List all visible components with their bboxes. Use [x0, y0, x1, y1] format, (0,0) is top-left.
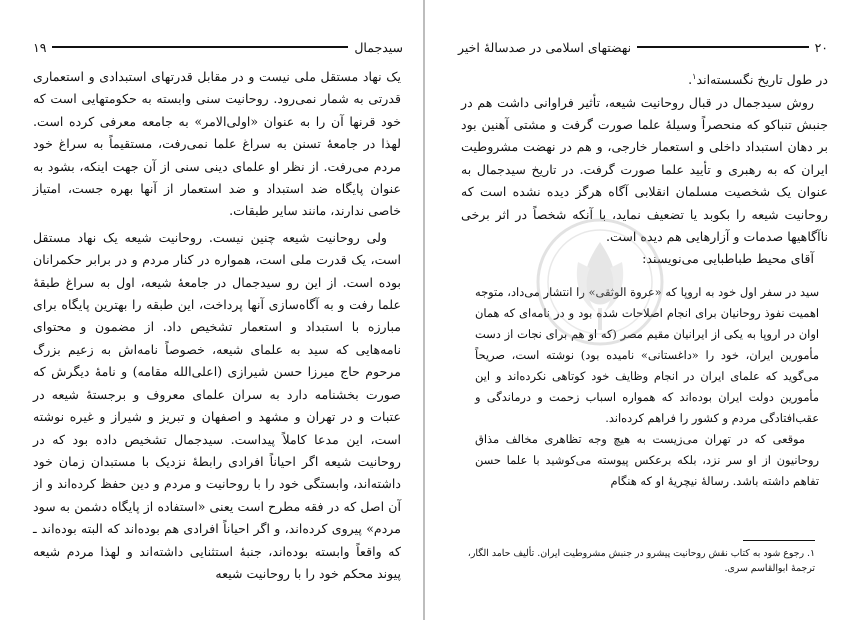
footnote-rule — [743, 540, 815, 541]
footnote: ۱. رجوع شود به کتاب نقش روحانیت پیشرو در جنبش مشروطیت ایران. تألیف حامد الگار، ترجمهٔ ابوالقاسم سری. — [467, 548, 815, 574]
right-running-title: نهضتهای اسلامی در صدسالهٔ اخیر — [458, 39, 632, 55]
quote-intro: آقای محیط طباطبایی می‌نویسند: — [642, 251, 814, 267]
right-page-header — [458, 38, 828, 56]
left-paragraph-1: یک نهاد مستقل ملی نیست و در مقابل قدرتهای استبدادی و استعماری قدرتی به شمار نمی‌رود. روحانیت سنی وابسته به حکومتهایی است که خود قرنها آن را به عنوان «اولی‌الامر» به جامعه معرفی کرده است. لهذا در جامعهٔ تسنن به سراغ علما نمی‌رفت، مستقیماً به سراغ خود مردم می‌رفت. از نظر او علمای دینی سنی از آن جهت اینکه، بشود به عنوان پایگاه ضد استبداد و ضد استعمار از آنها بهره جست، امتیاز خاصی ندارند، مانند سایر طبقات. — [33, 69, 401, 219]
right-opening-text: در طول تاریخ نگسسته‌اند — [696, 72, 828, 88]
right-opening-line: در طول تاریخ نگسسته‌اند$^۱$. — [688, 72, 828, 88]
right-page-number: ۲۰ — [814, 39, 828, 55]
right-paragraph-1: روش سیدجمال در قبال روحانیت شیعه، تأثیر فراوانی داشت هم در جنبش تنباکو که منحصراً وسیلهٔ علما صورت گرفت و مشتی آهنین بود بر دهان استبداد داخلی و استعمار خارجی، و هم در نهضت مشروطیت ایران که به رهبری و تأیید علما صورت گرفت. در تاریخ سیدجمال به عنوان یک شخصیت مسلمان انقلابی آگاه هرگز دیده نشده است که روحانیت شیعه را بکوبد یا تضعیف نماید، با آنکه شخصاً در اثر برخی ناآگاهیها صدمات و آزارهایی هم دیده است. — [461, 94, 828, 245]
tulip-logo-icon — [530, 212, 670, 352]
left-page-body — [33, 66, 401, 585]
quote-paragraph-2: موقعی که در تهران می‌زیست به هیچ وجه تظاهری مخالف مذاق روحانیون از او سر نزد، بلکه برعکس پیوسته می‌کوشید با علما حسن تفاهم داشته باشد. رسالهٔ نیچریهٔ او که هنگام — [475, 432, 819, 488]
right-header-rule — [637, 46, 809, 48]
left-page-number: ۱۹ — [33, 39, 47, 55]
left-paragraph-2: ولی روحانیت شیعه چنین نیست. روحانیت شیعه یک نهاد مستقل است، یک قدرت ملی است، همواره در کنار مردم و در برابر حکمرانان بوده است. از این رو سیدجمال در جامعهٔ شیعه، اول به سراغ طبقهٔ علما رفت و به آگاه‌سازی آنها پرداخت، این طبقه را بهترین پایگاه برای مبارزه با استبداد و استعمار تشخیص داد. از مضمون و محتوای نامه‌هایی که سید به علمای شیعه، خصوصاً نامه‌اش به زعیم بزرگ مرحوم حاج میرزا حسن شیرازی (اعلی‌الله مقامه) و نامهٔ دیگرش که صورت بخشنامه دارد به سران علمای معروف و برجستهٔ شیعه در عتبات و در تهران و مشهد و اصفهان و تبریز و شیراز و غیره نوشته است، این مدعا کاملاً پیداست. سیدجمال تشخیص داده بود که در روحانیت شیعه اگر احیاناً افرادی رابطهٔ نزدیک با مستبدان زمان خود داشته‌اند، وابستگی خود را با روحانیت و مردم و دین حفظ کرده‌اند و از آن اصل که در فقه مطرح است یعنی «استفاده از پایگاه دشمن به سود مردم» پیروی کرده‌اند، و اگر احیاناً افرادی هم بوده‌اند که البته بوده‌اند ـ که واقعاً وابسته بوده‌اند، جنبهٔ استثنایی داشته‌اند و لهذا مردم شیعه پیوند محکم خود را با روحانیت شیعه — [33, 229, 401, 581]
footnote-reference-mark: ۱ — [692, 72, 697, 81]
quote-paragraph-1: سید در سفر اول خود به اروپا که «عروة الوثقی» را انتشار می‌داد، متوجه اهمیت نفوذ روحانیان برای انجام اصلاحات شده بود و در نامه‌ای که همان اوان در اروپا به یکی از ایرانیان مقیم مصر (که او هم برای نجات از دست مأمورین ایران، خود را «داغستانی» نامیده بود) نوشته است، صریحاً می‌گوید که علمای ایران در انجام وظایف خود کوتاهی نکرده‌اند و این مأمورین دولت ایران بوده‌اند که همواره اسباب زحمت و درماندگی و عقب‌افتادگی مردم و کشور را فراهم کرده‌اند. — [475, 285, 819, 425]
left-header-rule — [52, 46, 348, 48]
left-page — [0, 0, 423, 620]
left-running-title: سیدجمال — [354, 39, 403, 55]
left-page-header — [33, 38, 403, 56]
